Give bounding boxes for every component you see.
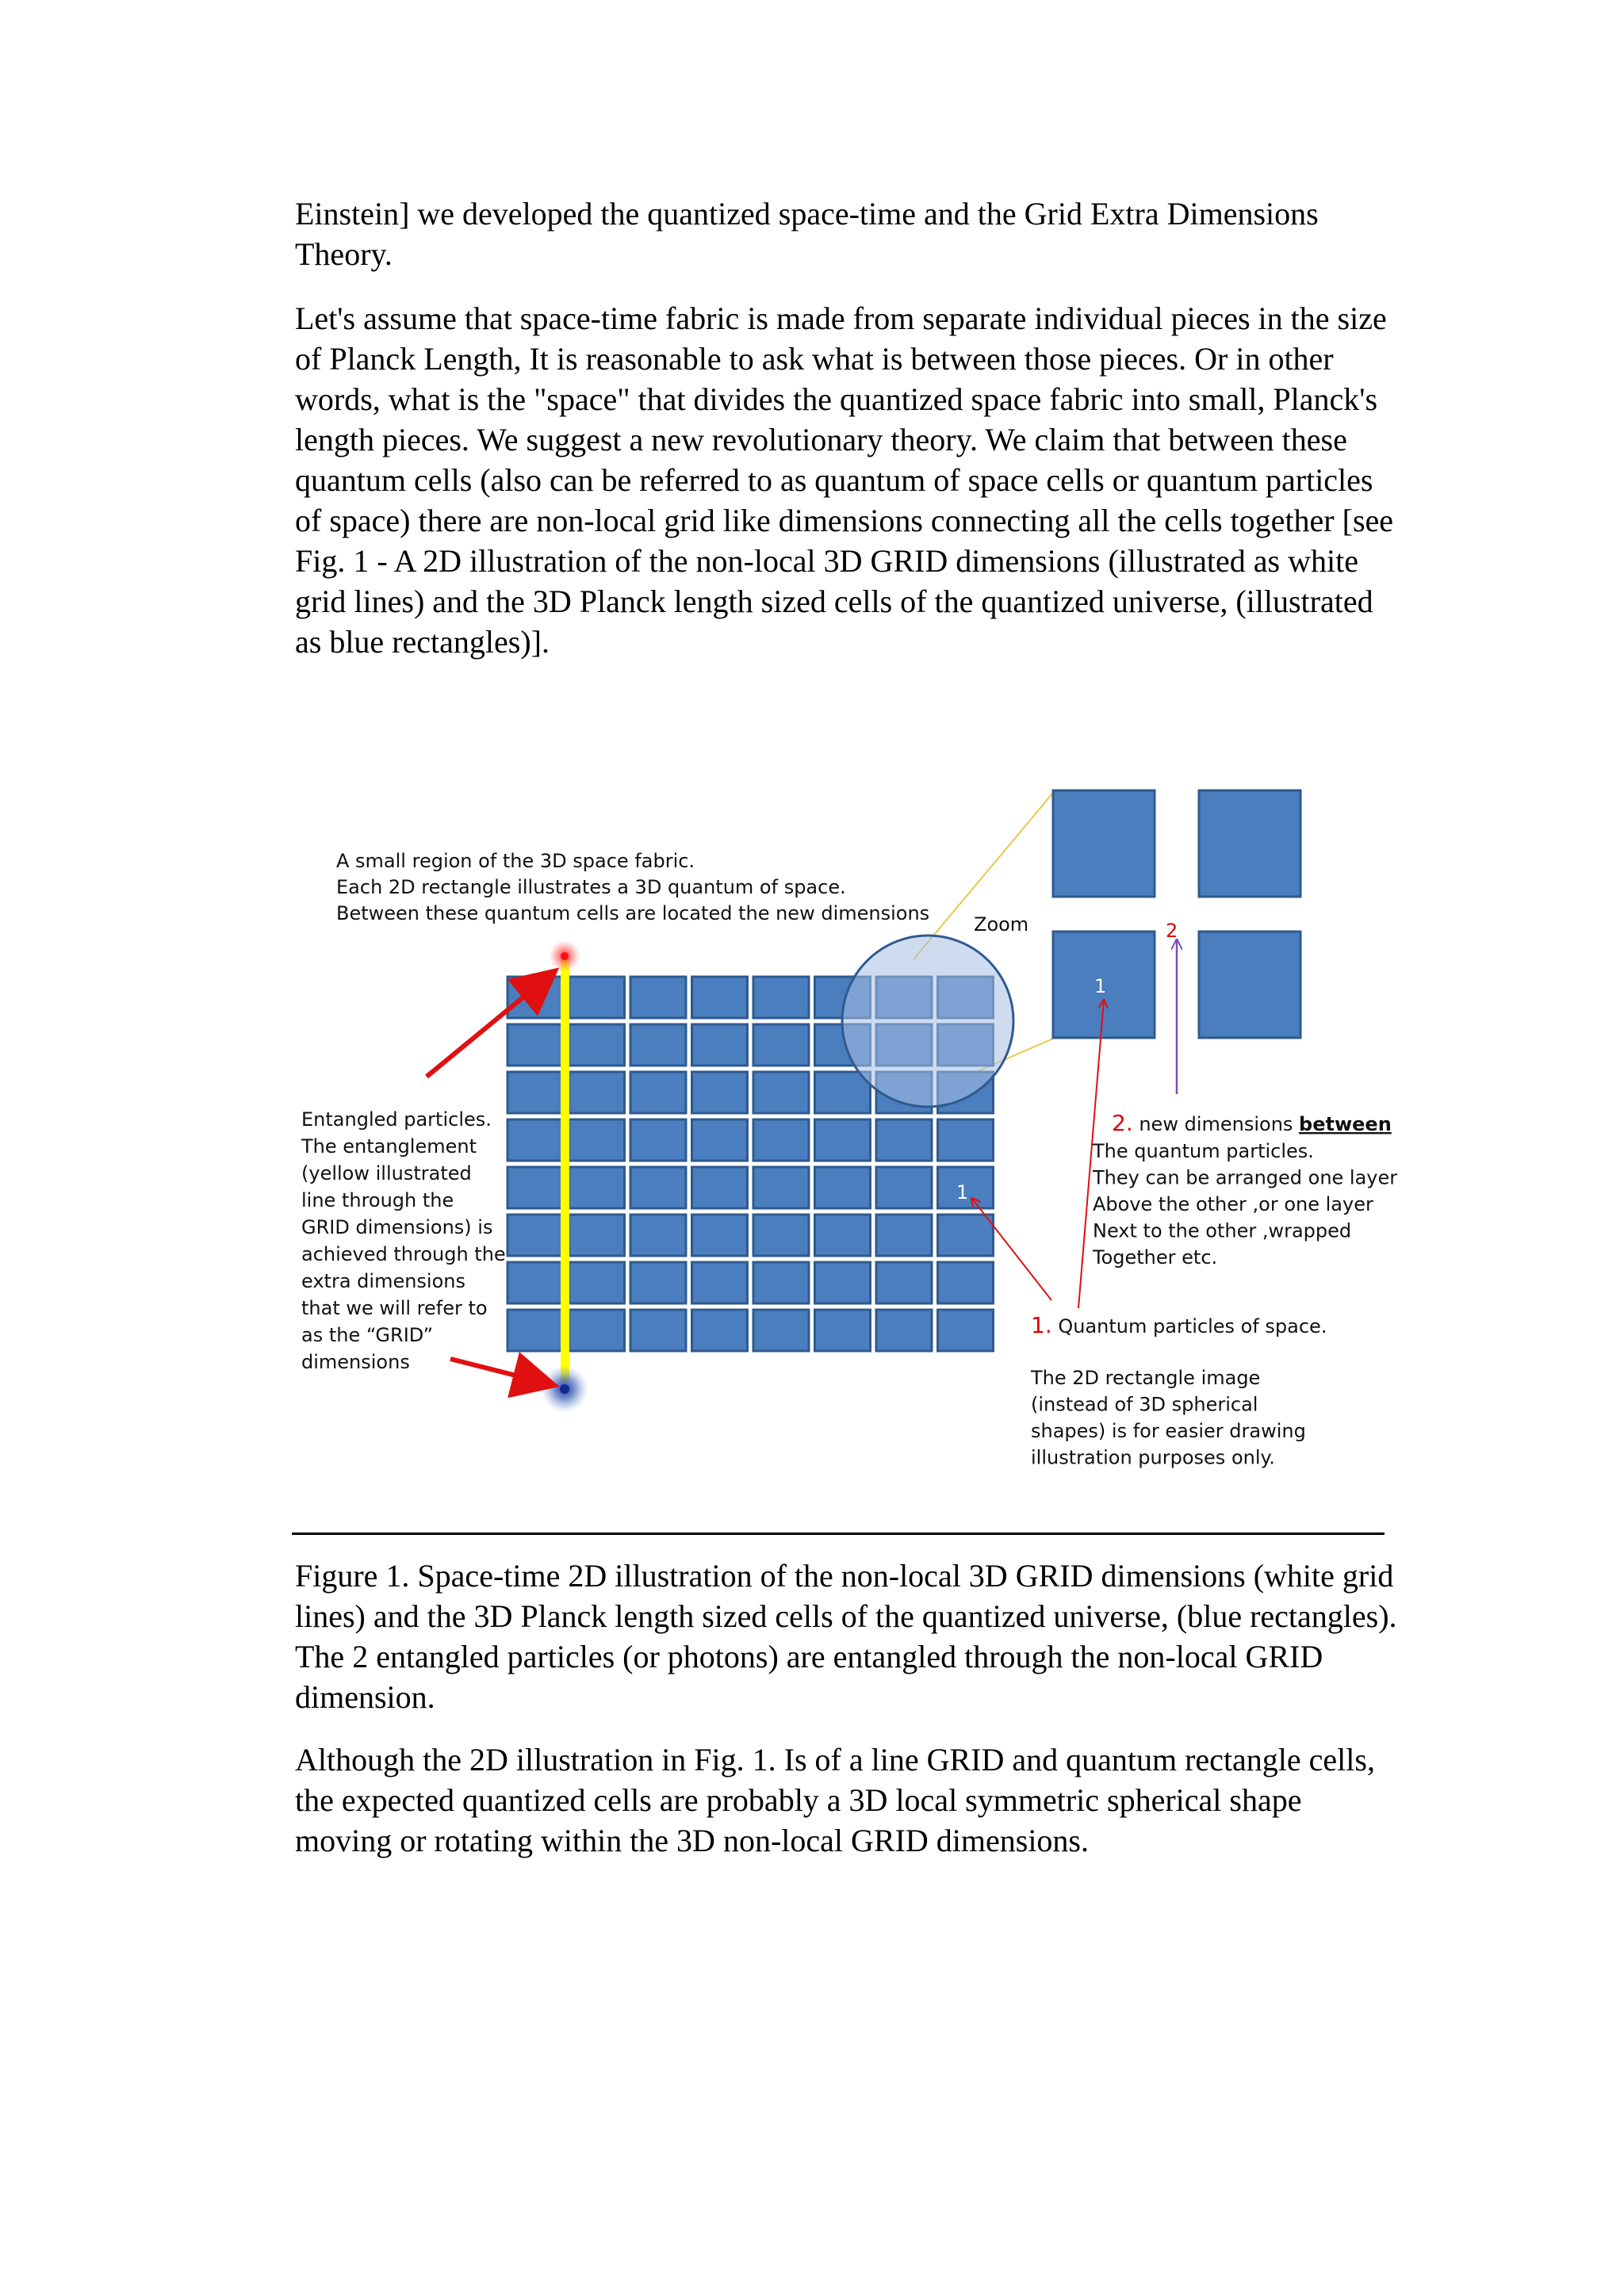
label-2-line: Next to the other ,wrapped xyxy=(1093,1219,1352,1242)
figure-caption: Figure 1. Space-time 2D illustration of the non-local 3D GRID dimensions (white grid lines) and the 3D Planck length sized cells of the quantized universe, (blue rectangles). The 2 entangled particles (or photons) are entangled through the non-local GRID dimension. xyxy=(295,1558,1397,1715)
quantum-cell xyxy=(569,977,625,1018)
quantum-cell xyxy=(508,1024,563,1066)
quantum-cell xyxy=(938,1119,994,1161)
left-label-line: as the “GRID” xyxy=(301,1324,434,1346)
quantum-cell xyxy=(753,1215,809,1256)
quantum-cell xyxy=(569,1024,625,1066)
quantum-cell xyxy=(815,1262,871,1303)
left-label-line: that we will refer to xyxy=(301,1297,488,1319)
zoom-label: Zoom xyxy=(974,913,1029,936)
quantum-cell xyxy=(630,1167,686,1208)
label-1-title xyxy=(1031,1312,1327,1338)
quantum-cell xyxy=(630,1024,686,1066)
quantum-cell xyxy=(508,1215,563,1256)
quantum-cell xyxy=(508,1119,563,1161)
entanglement-line xyxy=(561,959,569,1381)
quantum-cell xyxy=(753,977,809,1018)
left-label-line: Entangled particles. xyxy=(301,1108,492,1131)
quantum-cell xyxy=(938,1310,994,1351)
quantum-cell xyxy=(876,1167,932,1208)
quantum-cell xyxy=(753,1119,809,1161)
zoom-cell-marker: 1 xyxy=(1094,975,1107,997)
quantum-cell xyxy=(753,1167,809,1208)
quantum-cell xyxy=(569,1167,625,1208)
quantum-cell xyxy=(630,1215,686,1256)
quantum-cell xyxy=(692,1167,748,1208)
label-2-line: The quantum particles. xyxy=(1093,1140,1314,1162)
paragraph-conclusion: Although the 2D illustration in Fig. 1. Is of a line GRID and quantum rectangle cells, the expected quantized cells are probably a 3D local symmetric spherical shape moving or rotating within the 3D non-local GRID dimensions. xyxy=(295,1742,1375,1858)
quantum-cell xyxy=(876,1310,932,1351)
quantum-cell xyxy=(753,1262,809,1303)
quantum-cell xyxy=(630,1119,686,1161)
arrow-to-blue-particle xyxy=(450,1359,550,1384)
quantum-cell xyxy=(692,977,748,1018)
quantum-cell xyxy=(508,1072,563,1113)
quantum-cell xyxy=(508,1310,563,1351)
top-label-line1: A small region of the 3D space fabric. xyxy=(336,850,695,872)
quantum-cell xyxy=(569,1310,625,1351)
top-label-line3: Between these quantum cells are located the new dimensions xyxy=(336,902,930,924)
left-label-line: dimensions xyxy=(301,1351,410,1373)
zoom-cell xyxy=(1199,790,1300,897)
quantum-cell xyxy=(876,1119,932,1161)
zoom-cell xyxy=(1053,790,1155,897)
left-label-line: GRID dimensions) is xyxy=(301,1216,493,1238)
quantum-cell xyxy=(630,977,686,1018)
label-2-text: new dimensions xyxy=(1132,1113,1300,1135)
left-label-line: (yellow illustrated xyxy=(301,1162,472,1184)
quantum-cell xyxy=(630,1310,686,1351)
label-2-number: 2. xyxy=(1112,1110,1133,1136)
zoom-cell xyxy=(1199,932,1300,1038)
quantum-cell xyxy=(815,1167,871,1208)
left-label-line: achieved through the xyxy=(301,1243,506,1265)
note-line: (instead of 3D spherical xyxy=(1031,1393,1258,1416)
quantum-cell xyxy=(630,1262,686,1303)
quantum-cell xyxy=(815,1072,871,1113)
left-label xyxy=(301,1108,506,1373)
quantum-cell xyxy=(753,1310,809,1351)
left-label-line: extra dimensions xyxy=(301,1270,465,1292)
quantum-cell xyxy=(876,1262,932,1303)
label-2-title xyxy=(1112,1110,1392,1136)
label-2-line: Together etc. xyxy=(1093,1246,1218,1269)
label-2-line: Above the other ,or one layer xyxy=(1093,1193,1373,1215)
quantum-cell xyxy=(569,1072,625,1113)
quantum-cell xyxy=(508,977,563,1018)
quantum-cell xyxy=(876,1215,932,1256)
quantum-cell xyxy=(508,1167,563,1208)
entangled-particle-red-core xyxy=(561,952,569,960)
quantum-cell xyxy=(630,1072,686,1113)
left-label-line: The entanglement xyxy=(301,1135,477,1158)
note-line: illustration purposes only. xyxy=(1031,1446,1275,1469)
paragraph-intro: Einstein] we developed the quantized space-time and the Grid Extra Dimensions Theory. xyxy=(295,196,1319,272)
quantum-cell xyxy=(692,1072,748,1113)
quantum-cell xyxy=(692,1215,748,1256)
quantum-cell xyxy=(508,1262,563,1303)
quantum-cell xyxy=(692,1310,748,1351)
label-1-text: Quantum particles of space. xyxy=(1051,1315,1327,1337)
label-1-number: 1. xyxy=(1031,1312,1052,1338)
top-label-line2: Each 2D rectangle illustrates a 3D quantum of space. xyxy=(336,876,846,898)
paragraph-theory: Let's assume that space-time fabric is made from separate individual pieces in the size of Planck Length, It is reasonable to ask what is between those pieces. Or in other words, what is the "space" that divides the quantized space fabric into small, Planck's length pieces. We suggest a new revolutionary theory. We claim that between these quantum cells (also can be referred to as quantum of space cells or quantum particles of space) there are non-local grid like dimensions connecting all the cells together [see Fig. 1 - A 2D illustration of the non-local 3D GRID dimensions (illustrated as white grid lines) and the 3D Planck length sized cells of the quantized universe, (illustrated as blue rectangles)]. xyxy=(295,300,1394,660)
quantum-cell xyxy=(753,1072,809,1113)
quantum-cell xyxy=(815,1215,871,1256)
quantum-cell xyxy=(569,1262,625,1303)
quantum-cell xyxy=(692,1262,748,1303)
caption-divider xyxy=(292,1533,1385,1535)
zoom-gap-marker: 2 xyxy=(1166,920,1178,942)
zoom-circle xyxy=(842,936,1013,1107)
left-label-line: line through the xyxy=(301,1189,454,1211)
quantum-cell xyxy=(815,1310,871,1351)
note-line: The 2D rectangle image xyxy=(1031,1367,1261,1389)
quantum-cell xyxy=(569,1215,625,1256)
quantum-cell xyxy=(692,1119,748,1161)
note xyxy=(1030,1367,1306,1469)
label-2-emphasis: between xyxy=(1299,1113,1392,1135)
quantum-cell xyxy=(815,1119,871,1161)
quantum-cell xyxy=(938,1215,994,1256)
grid-cell-marker: 1 xyxy=(956,1181,969,1203)
entangled-particle-blue-core xyxy=(560,1384,569,1394)
quantum-cell xyxy=(692,1024,748,1066)
quantum-cell xyxy=(938,1262,994,1303)
label-2-line: They can be arranged one layer xyxy=(1093,1166,1398,1189)
note-line: shapes) is for easier drawing xyxy=(1031,1420,1306,1442)
label-2-body xyxy=(1092,1140,1397,1269)
quantum-cell xyxy=(753,1024,809,1066)
quantum-cell xyxy=(569,1119,625,1161)
